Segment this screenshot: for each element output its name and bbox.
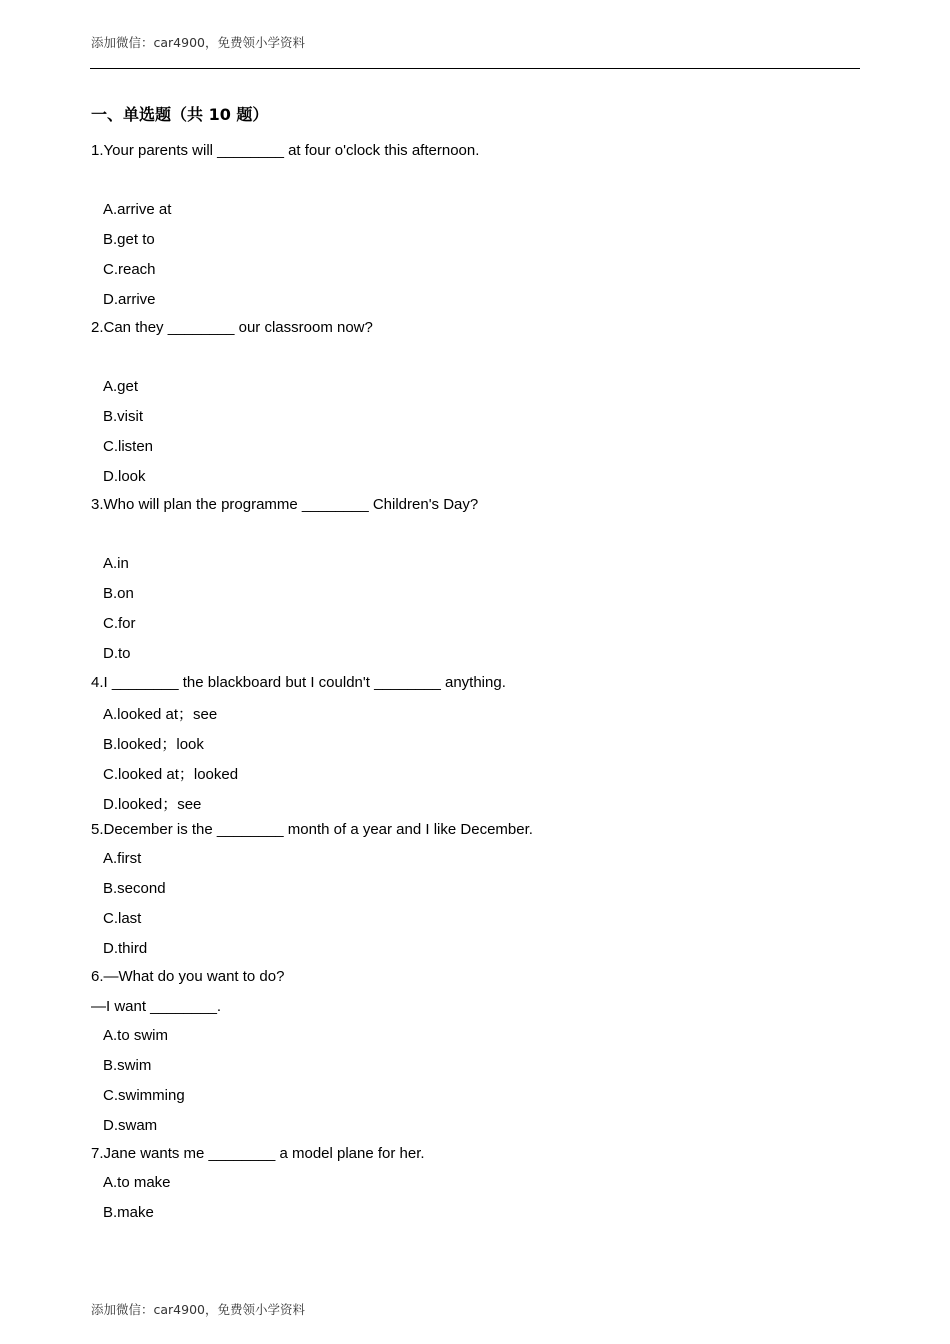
question-7-stem: 7.Jane wants me ________ a model plane for her.	[91, 1145, 425, 1162]
question-6-stem: 6.—What do you want to do?	[91, 968, 285, 985]
question-1-option-a[interactable]: A.arrive at	[103, 201, 172, 218]
question-6-option-a[interactable]: A.to swim	[103, 1027, 169, 1044]
header-divider	[90, 68, 860, 69]
question-1-option-c[interactable]: C.reach	[103, 261, 156, 278]
question-3-option-b[interactable]: B.on	[103, 585, 134, 602]
question-6-stem-reply: —I want ________.	[91, 998, 222, 1015]
question-5-option-c[interactable]: C.last	[103, 910, 142, 927]
question-1-stem: 1.Your parents will ________ at four o'clock this afternoon.	[91, 142, 480, 159]
question-2-option-c[interactable]: C.listen	[103, 438, 154, 455]
question-3-option-d[interactable]: D.to	[103, 645, 131, 662]
question-4-option-c[interactable]: C.looked at；looked	[103, 766, 239, 783]
section-title: 一、单选题（共 10 题）	[91, 105, 269, 124]
page-footer: 添加微信：car4900，免费领小学资料	[91, 1302, 305, 1317]
page-header: 添加微信：car4900，免费领小学资料	[91, 35, 305, 50]
question-6-option-d[interactable]: D.swam	[103, 1117, 158, 1134]
question-2-option-d[interactable]: D.look	[103, 468, 146, 485]
question-2-option-a[interactable]: A.get	[103, 378, 139, 395]
question-1-option-b[interactable]: B.get to	[103, 231, 155, 248]
question-4-option-d[interactable]: D.looked；see	[103, 796, 202, 813]
question-5-stem: 5.December is the ________ month of a year and I like December.	[91, 821, 533, 838]
question-6-option-b[interactable]: B.swim	[103, 1057, 152, 1074]
question-1-option-d[interactable]: D.arrive	[103, 291, 156, 308]
question-7-option-b[interactable]: B.make	[103, 1204, 154, 1221]
question-5-option-a[interactable]: A.first	[103, 850, 142, 867]
question-4-option-a[interactable]: A.looked at；see	[103, 706, 218, 723]
question-4-option-b[interactable]: B.looked；look	[103, 736, 204, 753]
question-2-stem: 2.Can they ________ our classroom now?	[91, 319, 373, 336]
question-3-stem: 3.Who will plan the programme ________ Children's Day?	[91, 496, 479, 513]
question-3-option-c[interactable]: C.for	[103, 615, 136, 632]
question-2-option-b[interactable]: B.visit	[103, 408, 144, 425]
question-3-option-a[interactable]: A.in	[103, 555, 129, 572]
question-5-option-b[interactable]: B.second	[103, 880, 166, 897]
question-5-option-d[interactable]: D.third	[103, 940, 148, 957]
question-7-option-a[interactable]: A.to make	[103, 1174, 171, 1191]
question-6-option-c[interactable]: C.swimming	[103, 1087, 185, 1104]
question-4-stem: 4.I ________ the blackboard but I couldn't ________ anything.	[91, 674, 506, 691]
